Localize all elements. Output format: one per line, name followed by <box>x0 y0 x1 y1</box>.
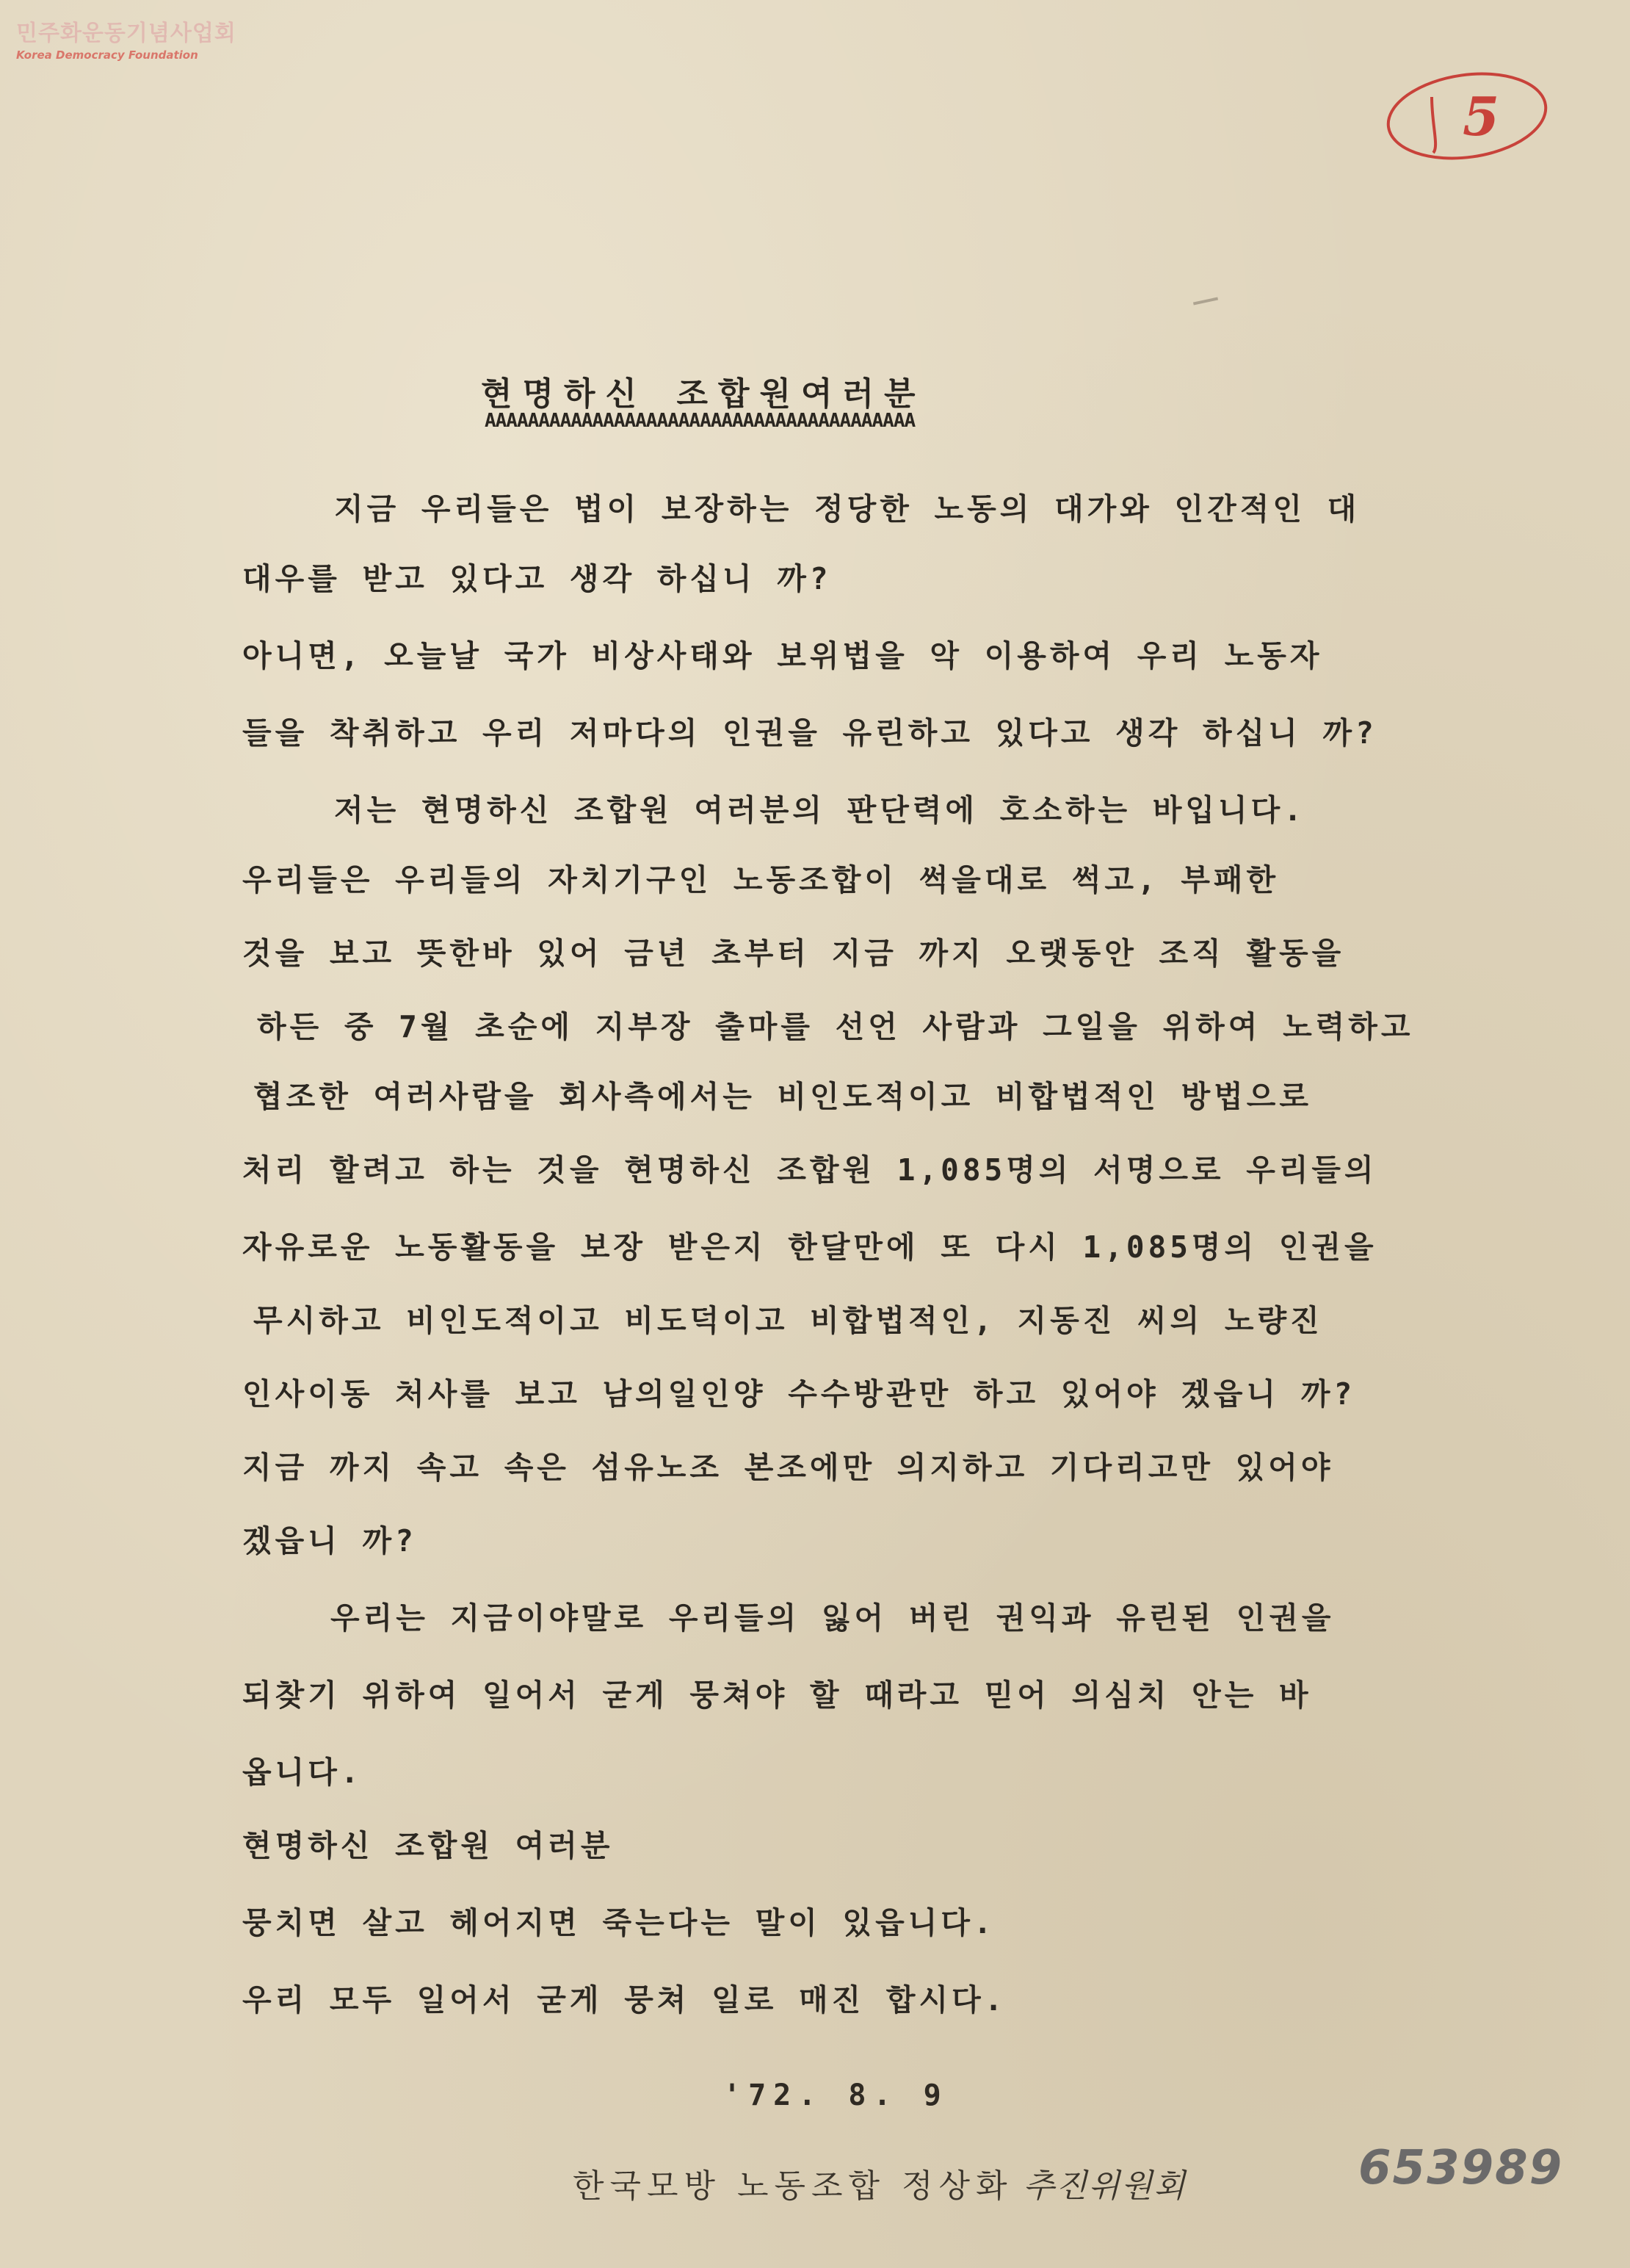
body-line: 옵니다. <box>242 1755 363 1790</box>
body-line: 우리 모두 일어서 굳게 뭉쳐 일로 매진 합시다. <box>242 1982 1007 2018</box>
archive-number: 653989 <box>1358 2141 1564 2195</box>
body-line: 아니면, 오늘날 국가 비상사태와 보위법을 악 이용하여 우리 노동자 <box>242 638 1323 673</box>
foundation-watermark <box>16 15 236 62</box>
body-line: 협조한 여러사람을 회사측에서는 비인도적이고 비합법적인 방법으로 <box>253 1079 1312 1114</box>
body-line: 하든 중 7월 초순에 지부장 출마를 선언 사람과 그일을 위하여 노력하고 <box>257 1009 1414 1044</box>
paper-mark <box>1193 297 1218 306</box>
issuer-signature <box>573 2159 1187 2206</box>
body-line: 처리 할려고 하는 것을 현명하신 조합원 1,085명의 서명으로 우리들의 <box>242 1152 1377 1188</box>
document-date: '72. 8. 9 <box>723 2079 949 2112</box>
body-line: 지금 우리들은 법이 보장하는 정당한 노동의 대가와 인간적인 대 <box>334 491 1361 527</box>
red-circle-stamp <box>1380 59 1557 176</box>
body-line: 무시하고 비인도적이고 비도덕이고 비합법적인, 지동진 씨의 노량진 <box>253 1303 1323 1338</box>
stamp-mark: 5 <box>1463 85 1500 148</box>
watermark-english: Korea Democracy Foundation <box>16 48 198 62</box>
body-line: 지금 까지 속고 속은 섬유노조 본조에만 의지하고 기다리고만 있어야 <box>242 1450 1334 1485</box>
document-title: 현명하신 조합원여러분 <box>481 375 926 413</box>
body-line: 것을 보고 뜻한바 있어 금년 초부터 지금 까지 오랫동안 조직 활동을 <box>242 936 1345 971</box>
body-line: 자유로운 노동활동을 보장 받은지 한달만에 또 다시 1,085명의 인권을 <box>242 1229 1377 1265</box>
body-line: 대우를 받고 있다고 생각 하십니 까? <box>242 561 832 596</box>
title-underline-marks: AAAAAAAAAAAAAAAAAAAAAAAAAAAAAAAAAAAAAAAA <box>485 410 916 432</box>
body-line: 우리는 지금이야말로 우리들의 잃어 버린 권익과 유린된 인권을 <box>330 1600 1335 1636</box>
body-line: 현명하신 조합원 여러분 <box>242 1828 614 1863</box>
body-line: 저는 현명하신 조합원 여러분의 판단력에 호소하는 바입니다. <box>334 792 1305 828</box>
body-line: 겠읍니 까? <box>242 1523 417 1559</box>
watermark-korean: 민주화운동기념사업회 <box>16 21 236 46</box>
body-line: 인사이동 처사를 보고 남의일인양 수수방관만 하고 있어야 겠읍니 까? <box>242 1376 1356 1412</box>
body-line: 우리들은 우리들의 자치기구인 노동조합이 썩을대로 썩고, 부패한 <box>242 862 1280 898</box>
body-line: 뭉치면 살고 헤어지면 죽는다는 말이 있읍니다. <box>242 1905 996 1940</box>
issuer-organization: 한국모방 노동조합 정상화 <box>573 2167 1013 2205</box>
issuer-handwritten: 추진위원회 <box>1023 2167 1187 2205</box>
body-line: 되찾기 위하여 일어서 굳게 뭉쳐야 할 때라고 믿어 의심치 안는 바 <box>242 1677 1312 1713</box>
body-line: 들을 착취하고 우리 저마다의 인권을 유린하고 있다고 생각 하십니 까? <box>242 715 1377 751</box>
